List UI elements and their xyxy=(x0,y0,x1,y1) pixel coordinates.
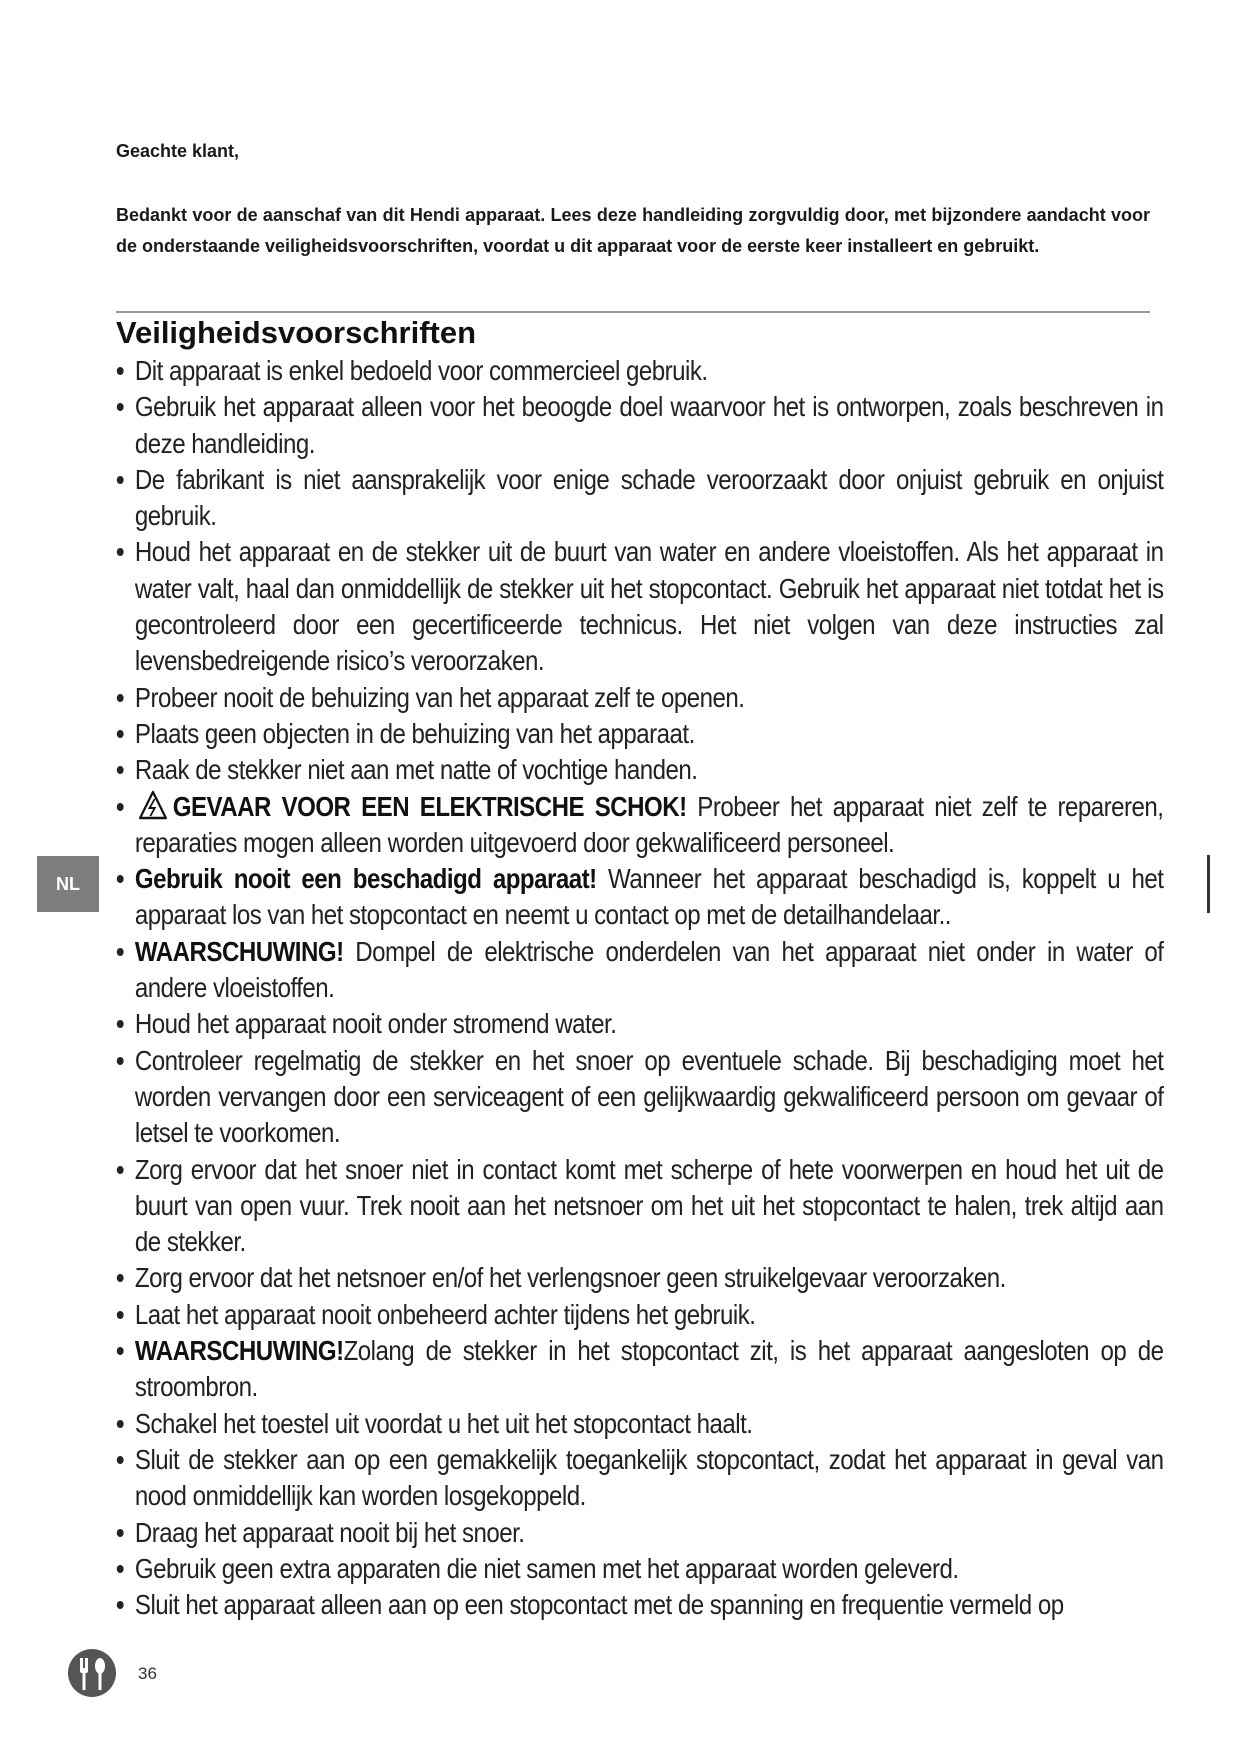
safety-item: • Plaats geen objecten in de behuizing van het apparaat. xyxy=(116,716,1163,752)
safety-item: • Gebruik het apparaat alleen voor het beoogde doel waarvoor het is ontworpen, zoals beschreven in deze handleiding. xyxy=(116,389,1163,462)
language-tab: NL xyxy=(37,856,99,912)
safety-item: • Sluit het apparaat alleen aan op een stopcontact met de spanning en frequentie vermeld op xyxy=(116,1587,1163,1623)
cutlery-logo-icon xyxy=(67,1648,117,1698)
safety-item: • De fabrikant is niet aansprakelijk voor enige schade veroorzaakt door onjuist gebruik en onjuist gebruik. xyxy=(116,462,1163,535)
safety-item: • Gebruik nooit een beschadigd apparaat! Wanneer het apparaat beschadigd is, koppelt u het apparaat los van het stopcontact en neemt u contact op met de detailhandelaar.. xyxy=(116,861,1163,934)
safety-item: • Zorg ervoor dat het netsnoer en/of het verlengsnoer geen struikelgevaar veroorzaken. xyxy=(116,1260,1163,1296)
safety-item: • GEVAAR VOOR EEN ELEKTRISCHE SCHOK! Probeer het apparaat niet zelf te repareren, reparaties mogen alleen worden uitgevoerd door gekwalificeerd personeel. xyxy=(116,789,1163,862)
page-number: 36 xyxy=(138,1664,157,1683)
safety-item: • Zorg ervoor dat het snoer niet in contact komt met scherpe of hete voorwerpen en houd het uit de buurt van open vuur. Trek nooit aan het netsnoer om het uit het stopcontact te halen, trek altijd aan de stekker. xyxy=(116,1152,1163,1261)
margin-marker xyxy=(1207,855,1210,913)
safety-item: • Probeer nooit de behuizing van het apparaat zelf te openen. xyxy=(116,680,1163,716)
safety-item: • Raak de stekker niet aan met natte of vochtige handen. xyxy=(116,752,1163,788)
safety-item: • Dit apparaat is enkel bedoeld voor commercieel gebruik. xyxy=(116,353,1163,389)
safety-item: • Gebruik geen extra apparaten die niet samen met het apparaat worden geleverd. xyxy=(116,1551,1163,1587)
divider xyxy=(116,311,1150,313)
electric-shock-warning-icon xyxy=(138,790,167,820)
safety-item: • Houd het apparaat nooit onder stromend water. xyxy=(116,1006,1163,1042)
safety-item: • WAARSCHUWING!Zolang de stekker in het stopcontact zit, is het apparaat aangesloten op de stroombron. xyxy=(116,1333,1163,1406)
safety-item: • WAARSCHUWING! Dompel de elektrische onderdelen van het apparaat niet onder in water of andere vloeistoffen. xyxy=(116,934,1163,1007)
section-title: Veiligheidsvoorschriften xyxy=(116,315,477,350)
safety-item: • Sluit de stekker aan op een gemakkelijk toegankelijk stopcontact, zodat het apparaat in geval van nood onmiddellijk kan worden losgekoppeld. xyxy=(116,1442,1163,1515)
intro-paragraph: Bedankt voor de aanschaf van dit Hendi apparaat. Lees deze handleiding zorgvuldig door, met bijzondere aandacht voor de onderstaande veiligheidsvoorschriften, voordat u dit apparaat voor de eerste keer installeert en gebruikt. xyxy=(116,205,1150,256)
safety-item: • Houd het apparaat en de stekker uit de buurt van water en andere vloeistoffen. Als het apparaat in water valt, haal dan onmiddellijk de stekker uit het stopcontact. Gebruik het apparaat niet totdat het is gecontroleerd door een gecertificeerde technicus. Het niet volgen van deze instructies zal levensbedreigende risico’s veroorzaken. xyxy=(116,534,1163,679)
safety-list xyxy=(116,353,1163,1623)
safety-item: • Draag het apparaat nooit bij het snoer. xyxy=(116,1515,1163,1551)
safety-item: • Controleer regelmatig de stekker en het snoer op eventuele schade. Bij beschadiging moet het worden vervangen door een serviceagent of een gelijkwaardig gekwalificeerd persoon om gevaar of letsel te voorkomen. xyxy=(116,1043,1163,1152)
safety-item: • Laat het apparaat nooit onbeheerd achter tijdens het gebruik. xyxy=(116,1297,1163,1333)
greeting: Geachte klant, xyxy=(116,141,240,161)
safety-item: • Schakel het toestel uit voordat u het uit het stopcontact haalt. xyxy=(116,1406,1163,1442)
